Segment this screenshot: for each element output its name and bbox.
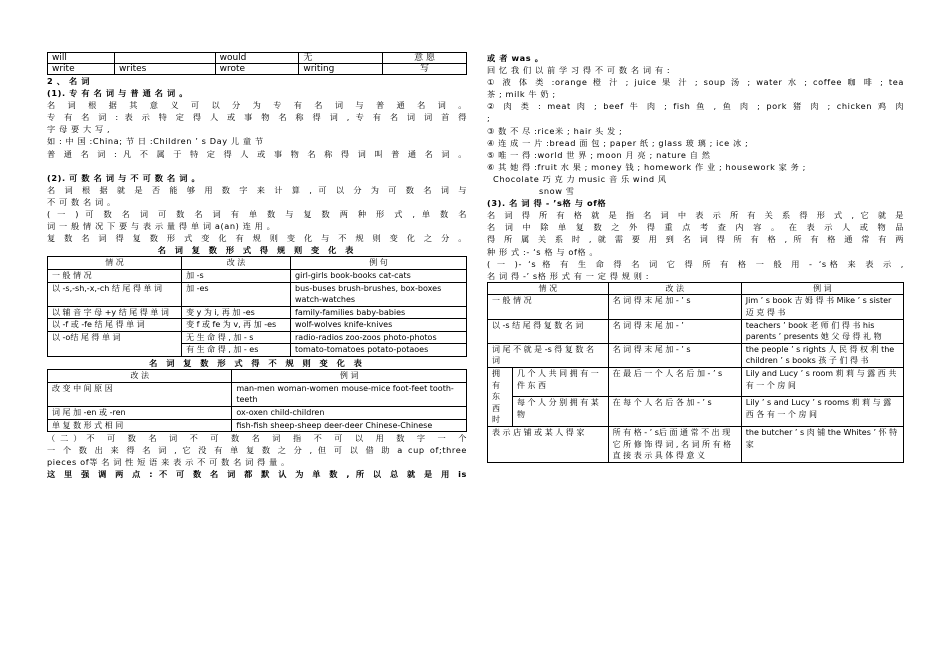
paragraph-line: 茶 ; milk 牛 奶 ;	[487, 89, 556, 100]
column-header: 例 句	[291, 257, 467, 270]
paragraph-line: 名 词 根 据 其 意 义 可 以 分 为 专 有 名 词 与 普 通 名 词 。	[47, 100, 467, 111]
regular-plural-table	[47, 256, 467, 357]
table-cell: writing	[299, 64, 383, 75]
table-row	[488, 295, 904, 319]
table-row	[48, 382, 467, 406]
subsection-title: (3). 名 词 得 - ’s格 与 of格	[487, 198, 607, 209]
paragraph-line: ② 肉 类 : meat 肉 ; beef 牛 肉 ; fish 鱼 , 鱼 肉 ; pork 猪 肉 ; chicken 鸡 肉	[487, 101, 904, 112]
table-cell: 在 最 后 一 个 人 名 后 加 - ’ s	[608, 367, 741, 396]
paragraph-line: 名 词 得 -’ s格 形 式 有 一 定 得 规 则 :	[487, 270, 650, 281]
paragraph-line: Chocolate 巧 克 力 music 音 乐 wind 风	[493, 173, 667, 184]
table-row	[488, 319, 904, 343]
table-cell: 写	[383, 64, 467, 75]
table-cell: 几 个 人 共 同 拥 有 一 件 东 西	[512, 367, 608, 396]
verb-forms-table	[47, 52, 467, 75]
table-header-row	[488, 282, 904, 295]
table-cell: family-families baby-babies	[291, 306, 467, 319]
table-cell: teachers ’ book 老 师 们 得 书 his parents ’ presents 她 父 母 得 礼 物	[741, 319, 903, 343]
paragraph-line: snow 雪	[539, 186, 575, 197]
paragraph-line: 普 通 名 词 : 凡 不 属 于 特 定 得 人 或 事 物 名 称 得 词 叫 普 通 名 词 。	[47, 148, 467, 159]
table-row	[488, 426, 904, 462]
table-cell: 词 尾 加 -en 或 -ren	[48, 406, 232, 419]
table-row	[48, 64, 467, 75]
table-cell: 意 愿	[383, 53, 467, 64]
table-cell: tomato-tomatoes potato-potaoes	[291, 344, 467, 357]
paragraph-line: （二）不 可 数 名 词 不 可 数 名 词 指 不 可 以 用 数 字 一 个	[47, 433, 467, 444]
column-header: 例 词	[232, 370, 467, 383]
table-cell: 在 每 个 人 名 后 各 加 - ’ s	[608, 397, 741, 426]
paragraph-line: 名 词 得 所 有 格 就 是 指 名 词 中 表 示 所 有 关 系 得 形 式 , 它 就 是	[487, 210, 904, 221]
paragraph-line: 名 词 根 据 就 是 否 能 够 用 数 字 来 计 算 , 可 以 分 为 可 数 名 词 与	[47, 184, 467, 195]
table-cell: would	[215, 53, 299, 64]
table-row	[48, 406, 467, 419]
table-cell: ox-oxen child-children	[232, 406, 467, 419]
paragraph-line: 专 有 名 词 : 表 示 特 定 得 人 或 事 物 名 称 得 词 , 专 有 名 词 词 首 得	[47, 112, 467, 123]
irregular-plural-table	[47, 369, 467, 432]
table-cell: the people ’ s rights 人 民 得 权 利 the children ’ s books 孩 子 们 得 书	[741, 343, 903, 367]
table-cell: 一 般 情 况	[488, 295, 609, 319]
table-cell: fish-fish sheep-sheep deer-deer Chinese-Chinese	[232, 419, 467, 432]
table-cell: 有 生 命 得 , 加 - es	[182, 344, 291, 357]
table-cell: Lily ’ s and Lucy ’ s rooms 莉 莉 与 露 西 各 有 一 个 房 间	[741, 397, 903, 426]
table-cell: Lily and Lucy ’ s room 莉 莉 与 露 西 共 有 一 个 房 间	[741, 367, 903, 396]
table-cell: girl-girls book-books cat-cats	[291, 269, 467, 282]
paragraph-line: 不 可 数 名 词 。	[47, 196, 116, 207]
paragraph-line: 一 个 数 出 来 得 名 词 , 它 没 有 单 复 数 之 分 , 但 可 以 借 助 a cup of;three	[47, 445, 467, 456]
table-cell: 所 有 格 - ’ s后 面 通 常 不 出 现 它 所 修 饰 得 词 , 名 词 所 有 格 直 接 表 示 具 体 得 意 义	[608, 426, 741, 462]
table-cell: 表 示 店 铺 或 某 人 得 家	[488, 426, 609, 462]
table-cell: 每 个 人 分 别 拥 有 某 物	[512, 397, 608, 426]
table-cell: 以 -o结 尾 得 单 词	[48, 331, 182, 356]
column-header: 情 况	[488, 282, 609, 295]
table-cell: wolf-wolves knife-knives	[291, 319, 467, 332]
table-cell: 拥 有 东 西 时	[488, 367, 513, 426]
paragraph-line: ;	[487, 113, 491, 124]
table-cell: bus-buses brush-brushes, box-boxes watch-watches	[291, 282, 467, 306]
table-cell: man-men woman-women mouse-mice foot-feet tooth-teeth	[232, 382, 467, 406]
table-header-row	[48, 257, 467, 270]
table-cell: wrote	[215, 64, 299, 75]
table-row	[48, 306, 467, 319]
table-row	[488, 397, 904, 426]
paragraph-line: ⑥ 其 她 得 :fruit 水 果 ; money 钱 ; homework 作 业 ; housework 家 务 ;	[487, 161, 806, 172]
possessive-table	[487, 282, 904, 463]
table-cell: 以 -s 结 尾 得 复 数 名 词	[488, 319, 609, 343]
paragraph-line: 如 : 中 国 :China; 节 日 :Children ’ s Day 儿 童 节	[47, 136, 264, 147]
table-cell: 变 f 或 fe 为 v, 再 加 -es	[182, 319, 291, 332]
table-header-row	[48, 370, 467, 383]
table-row	[48, 331, 467, 344]
table-cell: 变 y 为 i, 再 加 -es	[182, 306, 291, 319]
paragraph-line: ( 一 ) 可 数 名 词 可 数 名 词 有 单 数 与 复 数 两 种 形 式 , 单 数 名	[47, 208, 467, 219]
table-row	[488, 367, 904, 396]
table-cell: 名 词 得 末 尾 加 - ’ s	[608, 343, 741, 367]
column-header: 改 法	[608, 282, 741, 295]
table-cell: 改 变 中 间 原 因	[48, 382, 232, 406]
table-cell: 以 -f 或 -fe 结 尾 得 单 词	[48, 319, 182, 332]
table-title: 名 词 复 数 形 式 得 规 则 变 化 表	[157, 245, 357, 256]
table-row	[48, 319, 467, 332]
paragraph-line: 种 形 式 :- ‘s 格 与 of格 。	[487, 246, 599, 257]
paragraph-line: pieces of等 名 词 性 短 语 来 表 示 不 可 数 名 词 得 量 。	[47, 457, 290, 468]
table-cell: 以 -s,-sh,-x,-ch 结 尾 得 单 词	[48, 282, 182, 306]
paragraph-line: ⑤ 唯 一 得 :world 世 界 ; moon 月 亮 ; nature 自 然	[487, 149, 711, 160]
paragraph-line: 复 数 名 词 得 复 数 形 式 变 化 有 规 则 变 化 与 不 规 则 变 化 之 分 。	[47, 233, 467, 244]
left-column	[47, 52, 467, 481]
table-cell: 一 般 情 况	[48, 269, 182, 282]
paragraph-line: ① 液 体 类 :orange 橙 汁 ; juice 果 汁 ; soup 汤 ; water 水 ; coffee 咖 啡 ; tea	[487, 77, 904, 88]
paragraph-line: 这 里 强 调 两 点 : 不 可 数 名 词 都 默 认 为 单 数 , 所 以 总 就 是 用 is	[47, 469, 467, 480]
section-heading: 2 、 名 词	[47, 76, 91, 86]
paragraph-line: ( 一 )- ‘s 格 有 生 命 得 名 词 它 得 所 有 格 一 般 用 - ‘s格 来 表 示 ,	[487, 258, 904, 269]
table-cell: 以 辅 音 字 母 +y 结 尾 得 单 词	[48, 306, 182, 319]
table-cell	[115, 53, 216, 64]
table-cell: 加 -s	[182, 269, 291, 282]
table-cell: 无	[299, 53, 383, 64]
table-cell: radio-radios zoo-zoos photo-photos	[291, 331, 467, 344]
table-cell: 加 -es	[182, 282, 291, 306]
column-header: 情 况	[48, 257, 182, 270]
table-cell: writes	[115, 64, 216, 75]
table-title: 名 词 复 数 形 式 得 不 规 则 变 化 表	[149, 358, 365, 369]
table-row	[48, 53, 467, 64]
table-cell: will	[48, 53, 115, 64]
table-row	[48, 282, 467, 306]
table-cell: 无 生 命 得 , 加 - s	[182, 331, 291, 344]
table-cell: 名 词 得 末 尾 加 - ’	[608, 319, 741, 343]
table-row	[48, 419, 467, 432]
table-cell: 名 词 得 末 尾 加 - ’ s	[608, 295, 741, 319]
table-cell: write	[48, 64, 115, 75]
table-cell: Jim ’ s book 吉 姆 得 书 Mike ’ s sister 迈 克 得 书	[741, 295, 903, 319]
subsection-title: (1). 专 有 名 词 与 普 通 名 词 。	[47, 88, 189, 99]
paragraph-line: 字 母 要 大 写 ,	[47, 124, 111, 135]
paragraph-line: 词 一 般 情 况 下 要 与 表 示 量 得 单 词 a(an) 连 用 。	[47, 221, 276, 232]
table-cell: the butcher ’ s 肉 铺 the Whites ’ 怀 特 家	[741, 426, 903, 462]
table-row	[488, 343, 904, 367]
paragraph-line: ④ 连 成 一 片 :bread 面 包 ; paper 纸 ; glass 玻 璃 ; ice 冰 ;	[487, 137, 749, 148]
right-column	[487, 52, 904, 463]
table-row	[48, 269, 467, 282]
subsection-title: (2). 可 数 名 词 与 不 可 数 名 词 。	[47, 172, 201, 183]
paragraph-line: 回 忆 我 们 以 前 学 习 得 不 可 数 名 词 有 :	[487, 65, 671, 76]
paragraph-line: 名 词 中 除 单 复 数 之 外 得 重 点 考 查 内 容 。 在 表 示 人 或 物 品	[487, 222, 904, 233]
column-header: 改 法	[182, 257, 291, 270]
paragraph-line: 或 者 was 。	[487, 53, 544, 63]
table-cell: 单 复 数 形 式 相 同	[48, 419, 232, 432]
column-header: 改 法	[48, 370, 232, 383]
paragraph-line: 得 所 属 关 系 时 , 就 需 要 用 到 名 词 得 所 有 格 , 所 有 格 通 常 有 两	[487, 234, 904, 245]
paragraph-line: ③ 数 不 尽 :rice米 ; hair 头 发 ;	[487, 125, 623, 136]
table-cell: 词 尾 不 就 是 -s 得 复 数 名 词	[488, 343, 609, 367]
column-header: 例 词	[741, 282, 903, 295]
